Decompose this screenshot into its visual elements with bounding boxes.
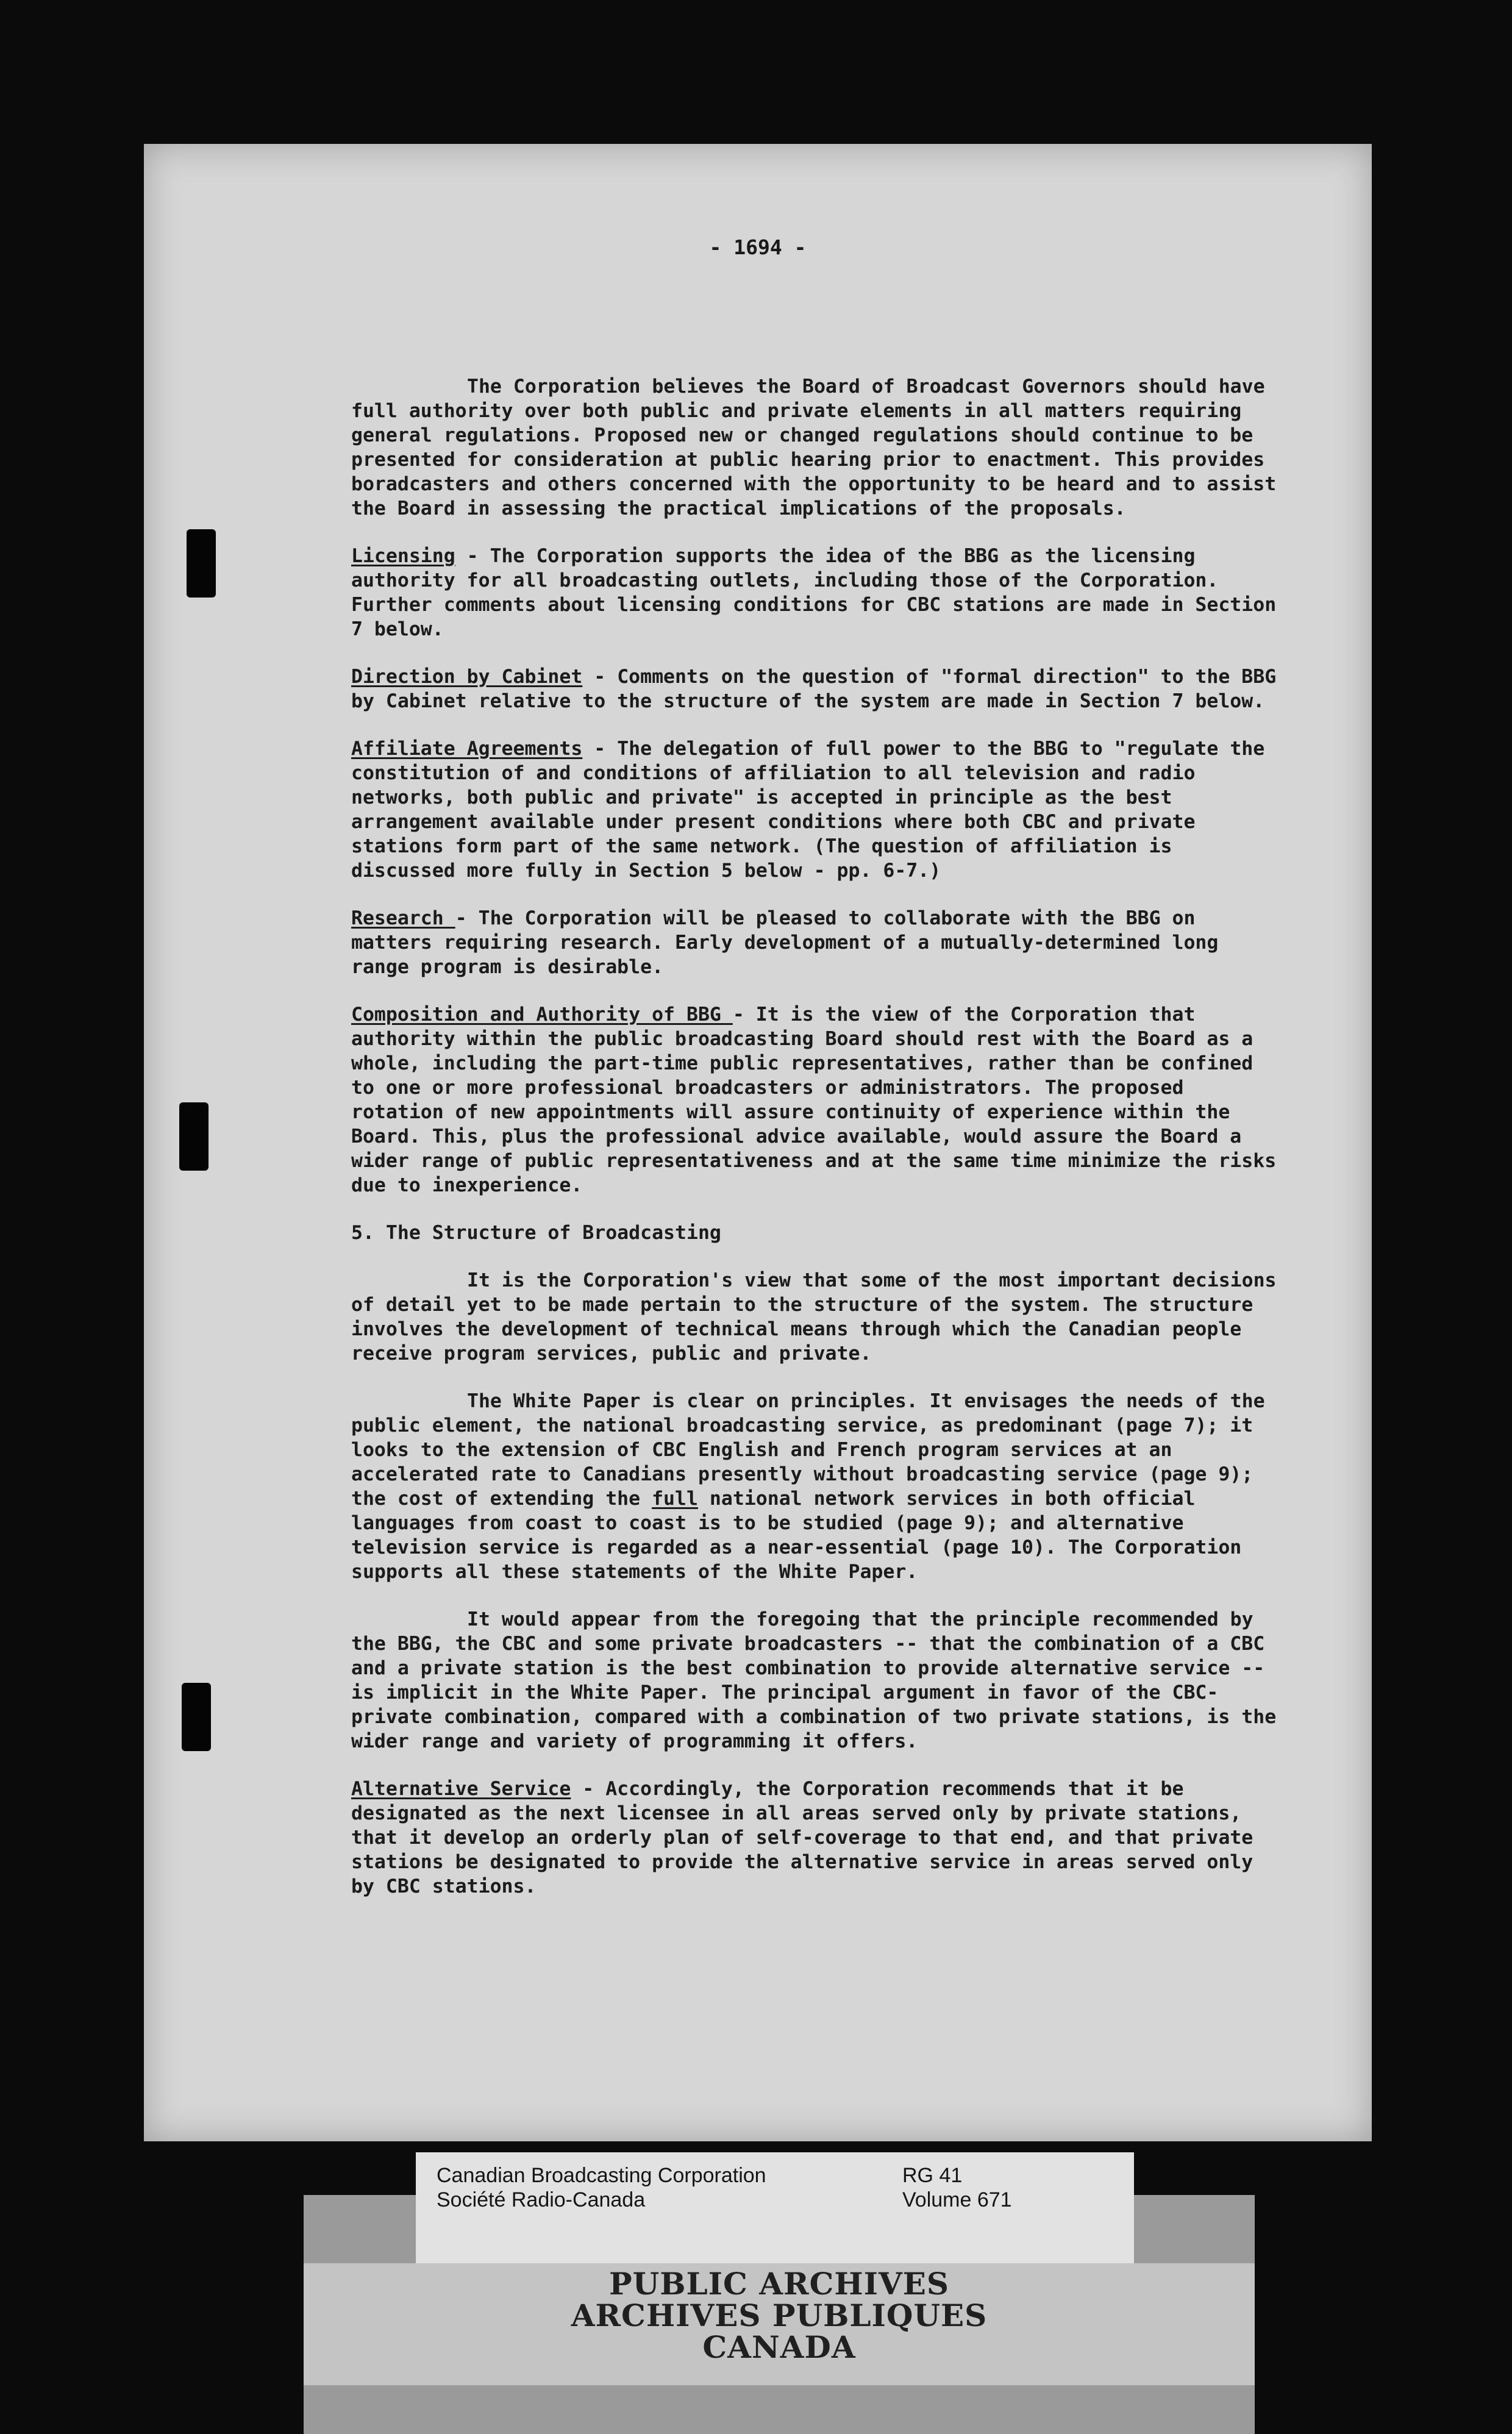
paragraph-structure: It is the Corporation's view that some of the most important decisions of detail yet to be made pertain to the structure of the system. The structure involves the development of technical means through which the Canadian people receive program services, public and private. bbox=[351, 1269, 1277, 1365]
document-body bbox=[351, 374, 1281, 1922]
provenance-org-fr: Société Radio-Canada bbox=[437, 2188, 646, 2211]
heading-licensing: Licensing bbox=[351, 545, 455, 567]
text-direction-by-cabinet: - Comments on the question of "formal direction" to the BBG by Cabinet relative to the structure of the system are made in Section 7 below. bbox=[351, 666, 1277, 712]
archive-line-2: ARCHIVES PUBLIQUES bbox=[571, 2297, 988, 2333]
heading-direction-by-cabinet: Direction by Cabinet bbox=[351, 666, 583, 688]
paragraph-board-authority: The Corporation believes the Board of Broadcast Governors should have full authority over both public and private elements in all matters requiring general regulations. Proposed new or changed regulations should continue to be presented for consideration at public hearing prior to enactment. This provides boradcasters and others concerned with the opportunity to be heard and to assist the Board in assessing the practical implications of the proposals. bbox=[351, 376, 1277, 519]
heading-affiliate-agreements: Affiliate Agreements bbox=[351, 738, 583, 760]
page-number: - 1694 - bbox=[709, 235, 807, 259]
binder-hole-mark-bottom bbox=[182, 1683, 211, 1751]
text-composition: - It is the view of the Corporation that authority within the public broadcasting Board should rest with the Board as a whole, including the part-time public representatives, rather than be confined to one or more professional broadcasters or administrators. The proposed rotation of new appointments will assure continuity of experience within the Board. This, plus the professional advice available, would assure the Board a wider range of public representativeness and at the same time minimize the risks due to inexperience. bbox=[351, 1004, 1277, 1196]
paragraph-licensing bbox=[351, 544, 1281, 641]
paragraph-composition bbox=[351, 1002, 1281, 1197]
heading-research: Research bbox=[351, 907, 455, 929]
archive-line-1: PUBLIC ARCHIVES bbox=[609, 2266, 949, 2302]
text-white-paper-part2: national network services in both official languages from coast to coast is to be studied (page 9); and alternative television service is regarded as a near-essential (page 10). The Corporation supports all these statements of the White Paper. bbox=[351, 1488, 1242, 1583]
paragraph-direction-by-cabinet bbox=[351, 665, 1281, 713]
archive-stamp bbox=[304, 2268, 1255, 2363]
binder-hole-mark-top bbox=[187, 529, 216, 598]
text-research: - The Corporation will be pleased to collaborate with the BBG on matters requiring research. Early development of a mutually-determined long range program is desirable. bbox=[351, 907, 1219, 978]
text-affiliate-agreements: - The delegation of full power to the BBG to "regulate the constitution of and conditions of affiliation to all television and radio networks, both public and private" is accepted in principle as the best arrangement available under present conditions where both CBC and private stations form part of the same network. (The question of affiliation is discussed more fully in Section 5 below - pp. 6-7.) bbox=[351, 738, 1265, 882]
provenance-volume: Volume 671 bbox=[902, 2188, 1012, 2211]
paragraph-combination: It would appear from the foregoing that the principle recommended by the BBG, the CBC and some private broadcasters -- that the combination of a CBC and a private station is the best combination to provide alternative service -- is implicit in the White Paper. The principal argument in favor of the CBC-private combination, compared with a combination of two private stations, is the wider range and variety of programming it offers. bbox=[351, 1608, 1277, 1752]
text-white-paper-full: full bbox=[652, 1488, 698, 1510]
text-licensing: - The Corporation supports the idea of the BBG as the licensing authority for all broadcasting outlets, including those of the Corporation. Further comments about licensing conditions for CBC stations are made in Section 7 below. bbox=[351, 545, 1277, 640]
archive-line-3: CANADA bbox=[702, 2329, 856, 2365]
text-alternative-service: - Accordingly, the Corporation recommends that it be designated as the next licensee in all areas served only by private stations, that it develop an orderly plan of self-coverage to that end, and that private stations be designated to provide the alternative service in areas served only by CBC stations. bbox=[351, 1778, 1253, 1897]
paragraph-alternative-service bbox=[351, 1777, 1281, 1899]
provenance-reference bbox=[902, 2163, 1012, 2212]
paragraph-white-paper bbox=[351, 1389, 1281, 1584]
paragraph-research bbox=[351, 906, 1281, 979]
provenance-org bbox=[437, 2163, 766, 2212]
binder-hole-mark-middle bbox=[179, 1102, 209, 1171]
heading-alternative-service: Alternative Service bbox=[351, 1778, 571, 1800]
section-5-title: 5. The Structure of Broadcasting bbox=[351, 1222, 721, 1244]
document-page bbox=[144, 144, 1372, 2141]
provenance-rg: RG 41 bbox=[902, 2164, 963, 2187]
provenance-org-en: Canadian Broadcasting Corporation bbox=[437, 2164, 766, 2187]
heading-composition: Composition and Authority of BBG bbox=[351, 1004, 733, 1026]
paragraph-affiliate-agreements bbox=[351, 737, 1281, 883]
text-white-paper-part1: The White Paper is clear on principles. It envisages the needs of the public element, the national broadcasting service, as predominant (page 7); it looks to the extension of CBC English and French program services at an accelerated rate to Canadians presently without broadcasting service (page 9); the cost of extending the bbox=[351, 1390, 1265, 1510]
